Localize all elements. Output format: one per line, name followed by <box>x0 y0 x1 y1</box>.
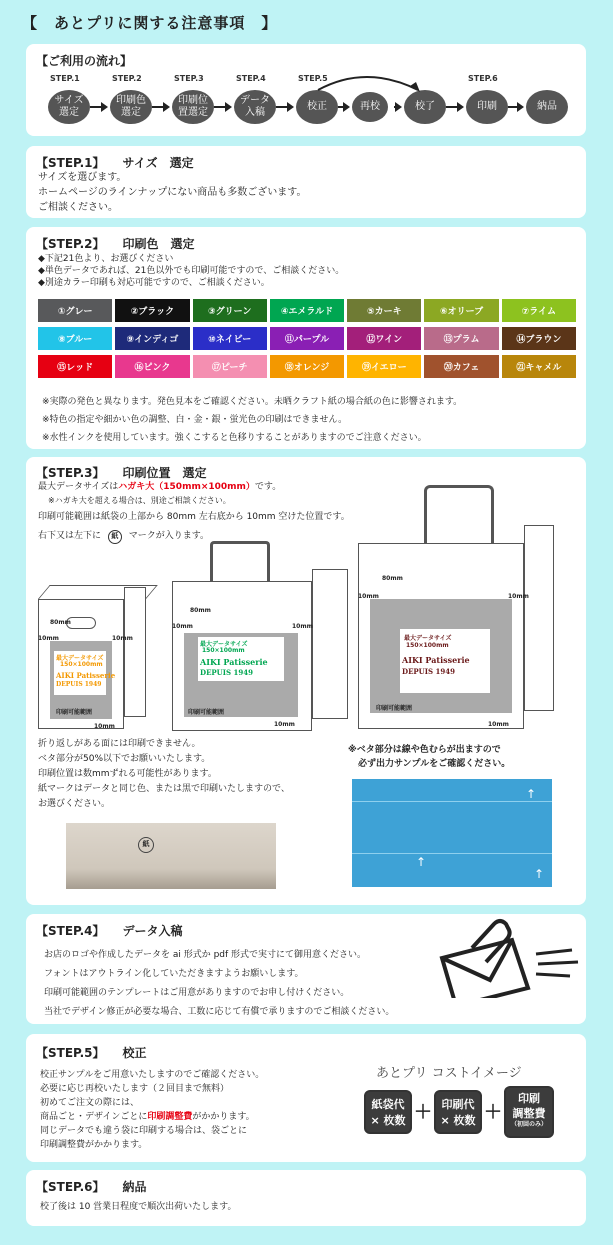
bag-photo <box>66 823 276 889</box>
brand-sub: DEPUIS 1949 <box>56 681 102 688</box>
color-swatch: ⑨インディゴ <box>115 327 189 350</box>
step2-label: 【STEP.2】 <box>36 237 105 251</box>
color-swatch: ⑩ネイビー <box>193 327 267 350</box>
brand-name: AIKI Patisserie <box>402 655 470 665</box>
flow-node: 印刷位 置選定 <box>172 90 214 124</box>
step3-line4-pre: 右下又は左下に <box>38 531 102 541</box>
flow-node: 納品 <box>526 90 568 124</box>
flow-node: 印刷 <box>466 90 508 124</box>
step3-line1-pre: 最大データサイズは <box>38 482 119 492</box>
color-swatch: ⑯ピンク <box>115 355 189 378</box>
bag-medium <box>172 541 352 731</box>
step2-line: ◆下記21色より、お選びください <box>38 254 174 264</box>
max-data-label: 最大データサイズ <box>56 655 104 662</box>
step5-line4-pre: 商品ごと・デザインごとに <box>40 1112 148 1122</box>
color-swatch: ⑬プラム <box>424 327 498 350</box>
step1-text <box>38 170 307 215</box>
step2-notes <box>42 393 462 447</box>
color-swatch: ⑦ライム <box>502 299 576 322</box>
dim-10-bottom: 10mm <box>488 721 509 728</box>
dim-10-right: 10mm <box>292 623 313 630</box>
step3-heading <box>36 464 207 481</box>
step5-label: 【STEP.5】 <box>36 1046 105 1060</box>
brand-name: AIKI Patisserie <box>200 657 268 667</box>
step3-line4-post: マークが入ります。 <box>128 531 210 541</box>
dim-10-right: 10mm <box>112 635 133 642</box>
step3-text <box>38 481 350 544</box>
step3-note: 印刷位置は数mmずれる可能性があります。 <box>38 769 217 779</box>
step1-label: 【STEP.1】 <box>36 156 105 170</box>
bag-large <box>358 485 558 731</box>
flow-step-label: STEP.3 <box>174 74 204 83</box>
plus-icon: ＋ <box>414 1102 432 1123</box>
step5-line: 印刷調整費がかかります。 <box>40 1140 148 1150</box>
arrow-up-icon: ↑ <box>526 787 537 801</box>
flow-connector <box>214 106 225 108</box>
step3-right-notes <box>348 743 510 771</box>
step6-card <box>26 1170 586 1226</box>
step5-line: 校正サンプルをご用意いたしますのでご確認ください。 <box>40 1070 265 1080</box>
step4-line: お店のロゴや作成したデータを ai 形式か pdf 形式で実寸にて御用意ください。 <box>44 950 367 960</box>
bag-large-handle <box>424 485 494 543</box>
color-swatch: ⑪パープル <box>270 327 344 350</box>
step5-card <box>26 1034 586 1162</box>
step3-note: お選びください。 <box>38 799 111 809</box>
cost-note: （初回のみ） <box>510 1121 547 1128</box>
max-data-size: 150×100mm <box>202 647 245 654</box>
step4-line: 当社でデザイン修正が必要な場合、工数に応じて有償で承りますのでご相談ください。 <box>44 1007 395 1017</box>
color-swatch: ④エメラルド <box>270 299 344 322</box>
page-title: 【 あとプリに関する注意事項 】 <box>22 14 278 32</box>
brand-sub: DEPUIS 1949 <box>200 668 254 677</box>
dim-80: 80mm <box>190 607 211 614</box>
flow-heading: 【ご利用の流れ】 <box>36 54 133 68</box>
step5-sub: 校正 <box>122 1046 147 1060</box>
dim-80: 80mm <box>50 619 71 626</box>
max-data-label: 最大データサイズ <box>200 641 248 648</box>
bag-small-side <box>124 587 146 717</box>
flow-node: 再校 <box>352 92 388 122</box>
arrow-right-icon <box>517 102 524 112</box>
step1-line: サイズを選びます。 <box>38 172 127 183</box>
flow-connector <box>446 106 457 108</box>
step2-note: ※特色の指定や細かい色の調整、白・金・銀・蛍光色の印刷はできません。 <box>42 415 348 425</box>
arrow-up-icon: ↑ <box>534 867 545 881</box>
arrow-right-icon <box>287 102 294 112</box>
step3-max-size: ハガキ大（150mm×100mm） <box>118 482 255 492</box>
flow-connector <box>394 106 395 108</box>
cost-adjust-label: 印刷 調整費 <box>512 1092 546 1120</box>
arrow-right-icon <box>395 102 402 112</box>
step4-label: 【STEP.4】 <box>36 924 105 938</box>
color-swatch: ⑰ピーチ <box>193 355 267 378</box>
brand-name: AIKI Patisserie <box>56 671 116 680</box>
step4-text <box>44 946 394 1022</box>
step3-left-notes <box>38 737 290 812</box>
color-swatch: ⑧ブルー <box>38 327 112 350</box>
flow-step-label: STEP.5 <box>298 74 328 83</box>
step4-card <box>26 914 586 1024</box>
step5-line: 初めてご注文の際には、 <box>40 1098 140 1108</box>
max-data-label: 最大データサイズ <box>404 635 452 642</box>
step4-line: 印刷可能範囲のテンプレートはご用意がありますのでお申し付けください。 <box>44 988 350 998</box>
color-swatch: ⑲イエロー <box>347 355 421 378</box>
step2-note: ※水性インクを使用しています。強くこすると色移りすることがありますのでご注意ください。 <box>42 433 427 443</box>
step1-card <box>26 146 586 218</box>
flow-step-label: STEP.1 <box>50 74 80 83</box>
solid-sample <box>352 779 552 887</box>
step3-label: 【STEP.3】 <box>36 466 105 480</box>
flow-node: サイズ 選定 <box>48 90 90 124</box>
step6-label: 【STEP.6】 <box>36 1180 105 1194</box>
step1-line: ホームページのラインナップにない商品も多数ございます。 <box>38 187 307 198</box>
paper-mark-icon: 紙 <box>108 530 122 544</box>
brand-sub: DEPUIS 1949 <box>402 667 456 676</box>
paper-mark-icon: 紙 <box>138 837 154 853</box>
max-data-size: 150×100mm <box>406 642 449 649</box>
step2-heading <box>36 235 195 252</box>
bag-medium-side <box>312 569 348 719</box>
step3-line1-post: です。 <box>254 482 282 492</box>
flow-node: データ 入稿 <box>234 90 276 124</box>
color-swatch: ⑳カフェ <box>424 355 498 378</box>
step3-card <box>26 457 586 905</box>
step3-note: ※ベタ部分は線や色むらが出ますので <box>348 745 501 755</box>
step5-line4 <box>40 1110 264 1124</box>
step2-text <box>38 253 344 289</box>
color-swatch: ②ブラック <box>115 299 189 322</box>
envelope-clip-icon <box>432 918 582 998</box>
step3-note: 必ず出力サンプルをご確認ください。 <box>358 759 511 769</box>
step5-heading <box>36 1044 147 1061</box>
flow-node: 校正 <box>296 90 338 124</box>
printable-label: 印刷可能範囲 <box>188 709 225 716</box>
color-grid <box>38 299 576 378</box>
arrow-right-icon <box>457 102 464 112</box>
color-swatch: ①グレー <box>38 299 112 322</box>
color-swatch: ㉑キャメル <box>502 355 576 378</box>
flow-diagram <box>26 44 586 136</box>
dim-10-left: 10mm <box>172 623 193 630</box>
stripe <box>352 801 552 802</box>
cost-box-bag: 紙袋代 × 枚数 <box>364 1090 412 1134</box>
flow-step-label: STEP.2 <box>112 74 142 83</box>
dim-10-right: 10mm <box>508 593 529 600</box>
printable-label: 印刷可能範囲 <box>376 705 413 712</box>
step6-text: 校了後は 10 営業日程度で順次出荷いたします。 <box>40 1202 237 1212</box>
step3-line3: 印刷可能範囲は紙袋の上部から 80mm 左右底から 10mm 空けた位置です。 <box>38 512 350 522</box>
step5-line: 同じデータでも違う袋に印刷する場合は、袋ごとに <box>40 1126 248 1136</box>
step6-sub: 納品 <box>122 1180 147 1194</box>
dim-80: 80mm <box>382 575 403 582</box>
stripe <box>352 853 552 854</box>
dim-10-bottom: 10mm <box>274 721 295 728</box>
cost-title: あとプリ コストイメージ <box>376 1066 522 1081</box>
step4-line: フォントはアウトライン化していただきますようお願いします。 <box>44 969 304 979</box>
color-swatch: ⑮レッド <box>38 355 112 378</box>
step5-line: 必要に応じ再校いたします（２回目まで無料） <box>40 1084 230 1094</box>
color-swatch: ⑤カーキ <box>347 299 421 322</box>
arrow-up-icon: ↑ <box>416 855 427 869</box>
step3-line1 <box>38 481 350 494</box>
flow-connector <box>276 106 287 108</box>
step3-note: 紙マークはデータと同じ色、または黒で印刷いたしますので、 <box>38 784 290 794</box>
dim-10-left: 10mm <box>358 593 379 600</box>
flow-node: 印刷色 選定 <box>110 90 152 124</box>
step6-heading <box>36 1178 147 1195</box>
flow-node: 校了 <box>404 90 446 124</box>
step4-sub: データ入稿 <box>122 924 183 938</box>
step3-sub: 印刷位置 選定 <box>122 466 207 480</box>
bag-large-side <box>524 525 554 711</box>
step2-card <box>26 227 586 449</box>
step3-note: 折り返しがある面には印刷できません。 <box>38 739 201 749</box>
printable-label: 印刷可能範囲 <box>56 709 93 716</box>
step1-heading <box>36 154 194 171</box>
color-swatch: ③グリーン <box>193 299 267 322</box>
flow-connector <box>90 106 101 108</box>
color-swatch: ⑭ブラウン <box>502 327 576 350</box>
step5-line4-post: がかかります。 <box>192 1112 255 1122</box>
flow-connector <box>152 106 163 108</box>
step1-line: ご相談ください。 <box>38 202 118 213</box>
step5-text <box>40 1068 264 1152</box>
max-data-size: 150×100mm <box>60 661 103 668</box>
bag-medium-handle <box>210 541 270 581</box>
flow-step-label: STEP.4 <box>236 74 266 83</box>
cost-box-print: 印刷代 × 枚数 <box>434 1090 482 1134</box>
cost-box-adjust <box>504 1086 554 1138</box>
skip-arrow-icon <box>26 44 586 136</box>
color-swatch: ⑫ワイン <box>347 327 421 350</box>
arrow-right-icon <box>101 102 108 112</box>
flow-connector <box>338 106 343 108</box>
flow-connector <box>508 106 517 108</box>
step4-heading <box>36 922 183 939</box>
step3-line2: ※ハガキ大を超える場合は、別途ご相談ください。 <box>48 496 231 505</box>
color-swatch: ⑱オレンジ <box>270 355 344 378</box>
step1-sub: サイズ 選定 <box>122 156 194 170</box>
arrow-right-icon <box>163 102 170 112</box>
plus-icon: ＋ <box>484 1102 502 1123</box>
dim-10-bottom: 10mm <box>94 723 115 730</box>
step5-adjust-fee: 印刷調整費 <box>147 1112 193 1122</box>
arrow-right-icon <box>225 102 232 112</box>
step2-note: ※実際の発色と異なります。発色見本をご確認ください。未晒クラフト紙の場合紙の色に影響されます。 <box>42 397 463 407</box>
flow-step-label: STEP.6 <box>468 74 498 83</box>
arrow-right-icon <box>343 102 350 112</box>
flow-card <box>26 44 586 136</box>
dim-10-left: 10mm <box>38 635 59 642</box>
bag-small <box>38 585 148 730</box>
step2-line: ◆別途カラー印刷も対応可能ですので、ご相談ください。 <box>38 278 270 288</box>
step2-line: ◆単色データであれば、21色以外でも印刷可能ですので、ご相談ください。 <box>38 266 345 276</box>
color-swatch: ⑥オリーブ <box>424 299 498 322</box>
step2-sub: 印刷色 選定 <box>122 237 195 251</box>
step3-note: ベタ部分が50%以下でお願いいたします。 <box>38 754 211 764</box>
